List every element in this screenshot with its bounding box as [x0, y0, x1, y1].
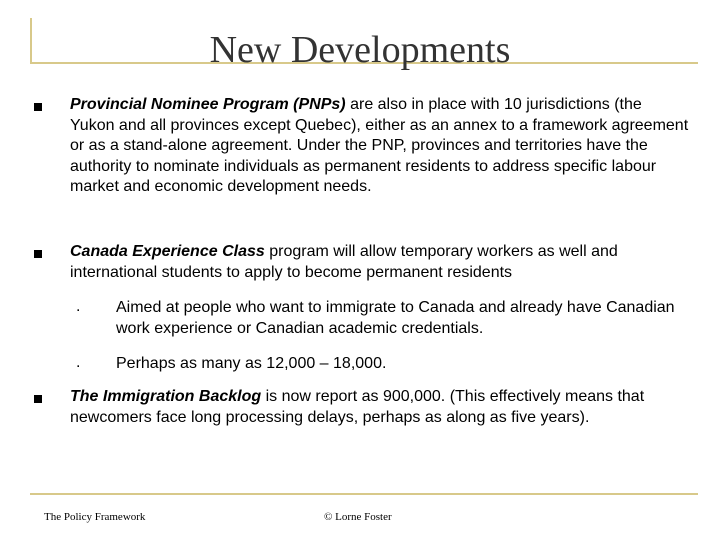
bullet-backlog-text: is now report as 900,000. (This effectively means that newcomers face long processing delays, perhaps as along as five years).	[70, 388, 645, 426]
bullet-pnp	[70, 95, 690, 198]
footer-left: The Policy Framework	[44, 511, 146, 523]
bullet-pnp-text: are also in place with 10 jurisdictions (the Yukon and all provinces except Quebec), either as an annex to a framework agreement or as a stand-alone agreement. Under the PNP, provinces and territories have the authority to nominate individuals as permanent residents to address specific labour market and economic development needs.	[70, 96, 689, 195]
slide-title: New Developments	[209, 29, 511, 71]
sub-item-marker: .	[76, 354, 81, 371]
bullet-square-icon	[34, 250, 42, 258]
sub-item-count: Perhaps as many as 12,000 – 18,000.	[116, 355, 387, 372]
bullet-pnp-emphasis: Provincial Nominee Program (PNPs)	[70, 96, 346, 113]
bullet-backlog-emphasis: The Immigration Backlog	[70, 388, 262, 405]
bullet-cec-emphasis: Canada Experience Class	[70, 243, 265, 260]
bullet-cec-text: program will allow temporary workers as well and international students to apply to become permanent residents	[70, 243, 618, 281]
bullet-cec	[70, 242, 690, 283]
bullet-square-icon	[34, 103, 42, 111]
sub-item-marker: .	[76, 298, 81, 315]
bullet-square-icon	[34, 395, 42, 403]
footer-right: © Lorne Foster	[324, 511, 392, 523]
bullet-backlog	[70, 387, 690, 428]
frame-bottom-rule	[30, 493, 698, 495]
sub-item-aimed: Aimed at people who want to immigrate to Canada and already have Canadian work experience or Canadian academic credentials.	[116, 299, 675, 337]
